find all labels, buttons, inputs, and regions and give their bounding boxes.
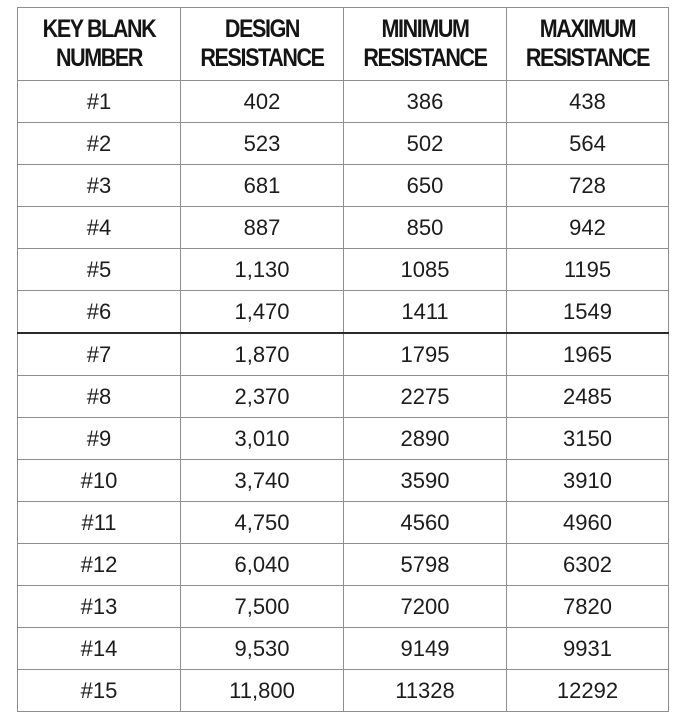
key-blank-resistance-table [17, 7, 669, 712]
table-row [18, 81, 669, 123]
resistance-table-container [17, 7, 668, 709]
key-blank-cell: #4 [18, 207, 181, 249]
header-line: DESIGN [224, 15, 300, 43]
design-resistance-cell: 402 [181, 81, 344, 123]
maximum-resistance-cell: 1195 [507, 249, 669, 291]
table-row [18, 376, 669, 418]
key-blank-cell: #2 [18, 123, 181, 165]
maximum-resistance-cell: 12292 [507, 670, 669, 712]
table-row [18, 249, 669, 291]
minimum-resistance-cell: 4560 [344, 502, 507, 544]
key-blank-cell: #5 [18, 249, 181, 291]
maximum-resistance-cell: 2485 [507, 376, 669, 418]
table-body [18, 81, 669, 712]
table-row [18, 207, 669, 249]
key-blank-cell: #3 [18, 165, 181, 207]
design-resistance-cell: 1,470 [181, 291, 344, 334]
key-blank-cell: #11 [18, 502, 181, 544]
minimum-resistance-cell: 11328 [344, 670, 507, 712]
maximum-resistance-cell: 3910 [507, 460, 669, 502]
minimum-resistance-cell: 386 [344, 81, 507, 123]
table-row [18, 502, 669, 544]
design-resistance-cell: 681 [181, 165, 344, 207]
maximum-resistance-cell: 7820 [507, 586, 669, 628]
key-blank-cell: #6 [18, 291, 181, 334]
design-resistance-cell: 4,750 [181, 502, 344, 544]
design-resistance-cell: 1,130 [181, 249, 344, 291]
minimum-resistance-cell: 2890 [344, 418, 507, 460]
design-resistance-cell: 1,870 [181, 333, 344, 376]
table-row [18, 586, 669, 628]
header-row [18, 8, 669, 81]
header-line: RESISTANCE [363, 44, 487, 72]
header-line: MAXIMUM [539, 15, 636, 43]
maximum-resistance-cell: 728 [507, 165, 669, 207]
key-blank-cell: #14 [18, 628, 181, 670]
minimum-resistance-cell: 3590 [344, 460, 507, 502]
maximum-resistance-cell: 3150 [507, 418, 669, 460]
table-row [18, 418, 669, 460]
maximum-resistance-cell: 6302 [507, 544, 669, 586]
table-row [18, 460, 669, 502]
key-blank-cell: #15 [18, 670, 181, 712]
minimum-resistance-cell: 1795 [344, 333, 507, 376]
design-resistance-cell: 887 [181, 207, 344, 249]
key-blank-cell: #12 [18, 544, 181, 586]
key-blank-cell: #8 [18, 376, 181, 418]
design-resistance-cell: 2,370 [181, 376, 344, 418]
minimum-resistance-cell: 502 [344, 123, 507, 165]
design-resistance-cell: 523 [181, 123, 344, 165]
minimum-resistance-cell: 2275 [344, 376, 507, 418]
design-resistance-cell: 6,040 [181, 544, 344, 586]
design-resistance-cell: 11,800 [181, 670, 344, 712]
design-resistance-cell: 7,500 [181, 586, 344, 628]
maximum-resistance-cell: 4960 [507, 502, 669, 544]
minimum-resistance-cell: 9149 [344, 628, 507, 670]
minimum-resistance-cell: 650 [344, 165, 507, 207]
minimum-resistance-cell: 5798 [344, 544, 507, 586]
minimum-resistance-cell: 1085 [344, 249, 507, 291]
header-line: KEY BLANK [42, 15, 156, 43]
maximum-resistance-cell: 9931 [507, 628, 669, 670]
header-line: MINIMUM [381, 15, 469, 43]
header-design-resistance [181, 8, 344, 81]
table-header [18, 8, 669, 81]
key-blank-cell: #9 [18, 418, 181, 460]
header-line: NUMBER [55, 44, 143, 72]
table-row [18, 628, 669, 670]
key-blank-cell: #10 [18, 460, 181, 502]
table-row [18, 291, 669, 334]
minimum-resistance-cell: 1411 [344, 291, 507, 334]
maximum-resistance-cell: 564 [507, 123, 669, 165]
key-blank-cell: #13 [18, 586, 181, 628]
table-row [18, 333, 669, 376]
header-minimum-resistance [344, 8, 507, 81]
design-resistance-cell: 9,530 [181, 628, 344, 670]
key-blank-cell: #1 [18, 81, 181, 123]
design-resistance-cell: 3,740 [181, 460, 344, 502]
maximum-resistance-cell: 1965 [507, 333, 669, 376]
header-key-blank-number [18, 8, 181, 81]
header-line: RESISTANCE [200, 44, 324, 72]
header-line: RESISTANCE [525, 44, 650, 72]
minimum-resistance-cell: 850 [344, 207, 507, 249]
header-maximum-resistance [507, 8, 669, 81]
table-row [18, 123, 669, 165]
maximum-resistance-cell: 1549 [507, 291, 669, 334]
table-row [18, 544, 669, 586]
maximum-resistance-cell: 942 [507, 207, 669, 249]
design-resistance-cell: 3,010 [181, 418, 344, 460]
table-row [18, 670, 669, 712]
maximum-resistance-cell: 438 [507, 81, 669, 123]
key-blank-cell: #7 [18, 333, 181, 376]
minimum-resistance-cell: 7200 [344, 586, 507, 628]
table-row [18, 165, 669, 207]
